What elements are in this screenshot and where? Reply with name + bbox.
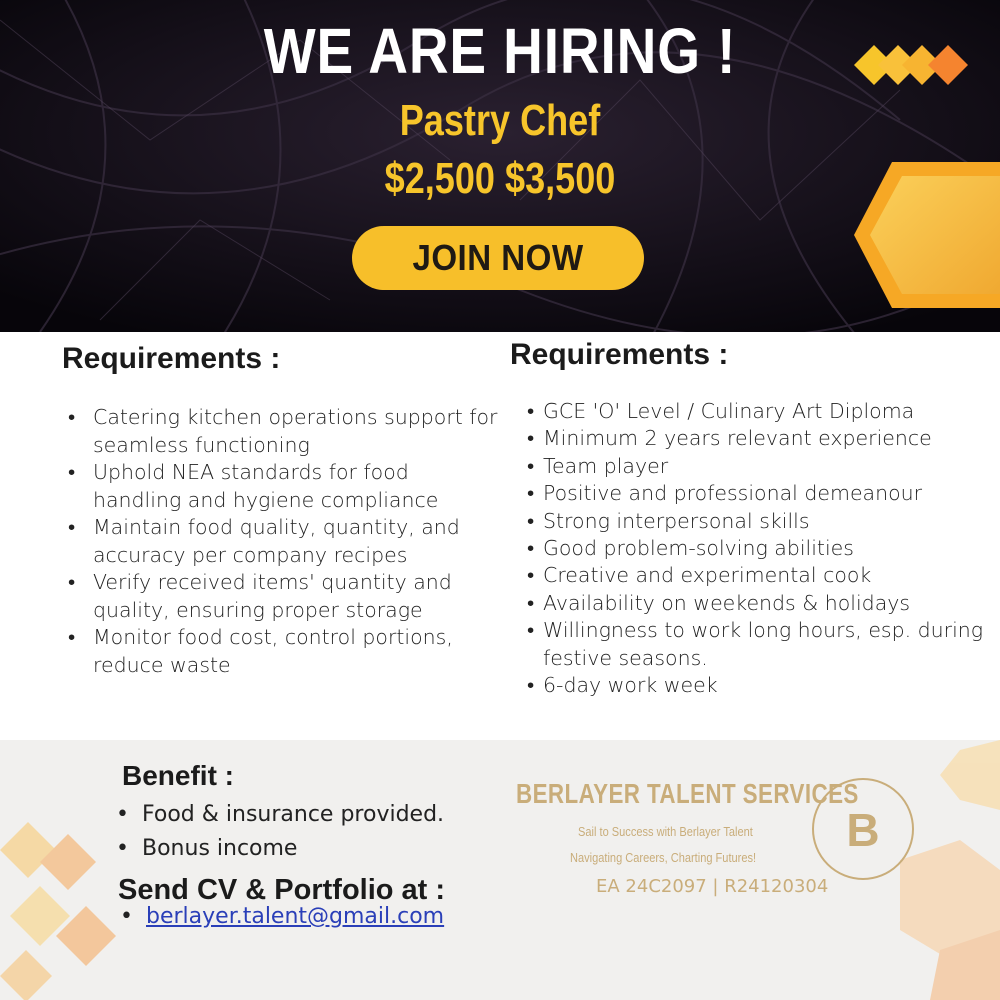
hexagon-icon [852,160,1000,310]
requirements-left-list [68,404,498,679]
list-item: • Creative and experimental cook [527,562,997,589]
brand-tagline: Sail to Success with Berlayer Talent [578,824,753,839]
list-item: • GCE 'O' Level / Culinary Art Diploma [527,398,997,425]
join-now-button[interactable] [352,226,644,290]
logo-letter: B [846,804,880,856]
list-item: • Maintain food quality, quantity, and accuracy per company recipes [68,514,498,569]
list-item: • Bonus income [116,832,444,866]
hero-banner [0,0,1000,332]
list-item: • Verify received items' quantity and quality, ensuring proper storage [68,569,498,624]
benefit-list [116,798,444,866]
list-item: • Positive and professional demeanour [527,480,997,507]
list-item: • Good problem-solving abilities [527,535,997,562]
list-item: • 6-day work week [527,672,997,699]
requirements-left-heading: Requirements : [62,342,281,375]
list-item: • Availability on weekends & holidays [527,590,997,617]
brand-name: BERLAYER TALENT SERVICES [516,778,859,809]
list-item: • Catering kitchen operations support for seamless functioning [68,404,498,459]
job-title: Pastry Chef [399,96,601,145]
list-item: • Willingness to work long hours, esp. during festive seasons. [527,617,997,672]
email-link[interactable]: berlayer.talent@gmail.com [146,904,445,929]
benefit-heading: Benefit : [122,760,234,791]
list-item: • Team player [527,453,997,480]
list-item: • Food & insurance provided. [116,798,444,832]
list-item: • Strong interpersonal skills [527,508,997,535]
email-row [120,904,444,929]
join-now-label: JOIN NOW [412,237,584,278]
bullet: • [120,904,133,929]
list-item: • Minimum 2 years relevant experience [527,425,997,452]
list-item: • Monitor food cost, control portions, reduce waste [68,624,498,679]
brand-tagline: Navigating Careers, Charting Futures! [570,850,757,865]
send-cv-heading: Send CV & Portfolio at : [118,874,446,906]
footer-section [0,740,1000,1000]
requirements-right-heading: Requirements : [510,338,729,371]
brand-logo-icon [810,776,916,882]
license-number: EA 24C2097 | R24120304 [596,876,829,897]
hiring-headline: WE ARE HIRING ! [263,15,737,87]
requirements-right-list [527,398,997,699]
salary-range: $2,500 $3,500 [384,154,616,203]
diamond-row-icon [852,42,976,88]
list-item: • Uphold NEA standards for food handling and hygiene compliance [68,459,498,514]
